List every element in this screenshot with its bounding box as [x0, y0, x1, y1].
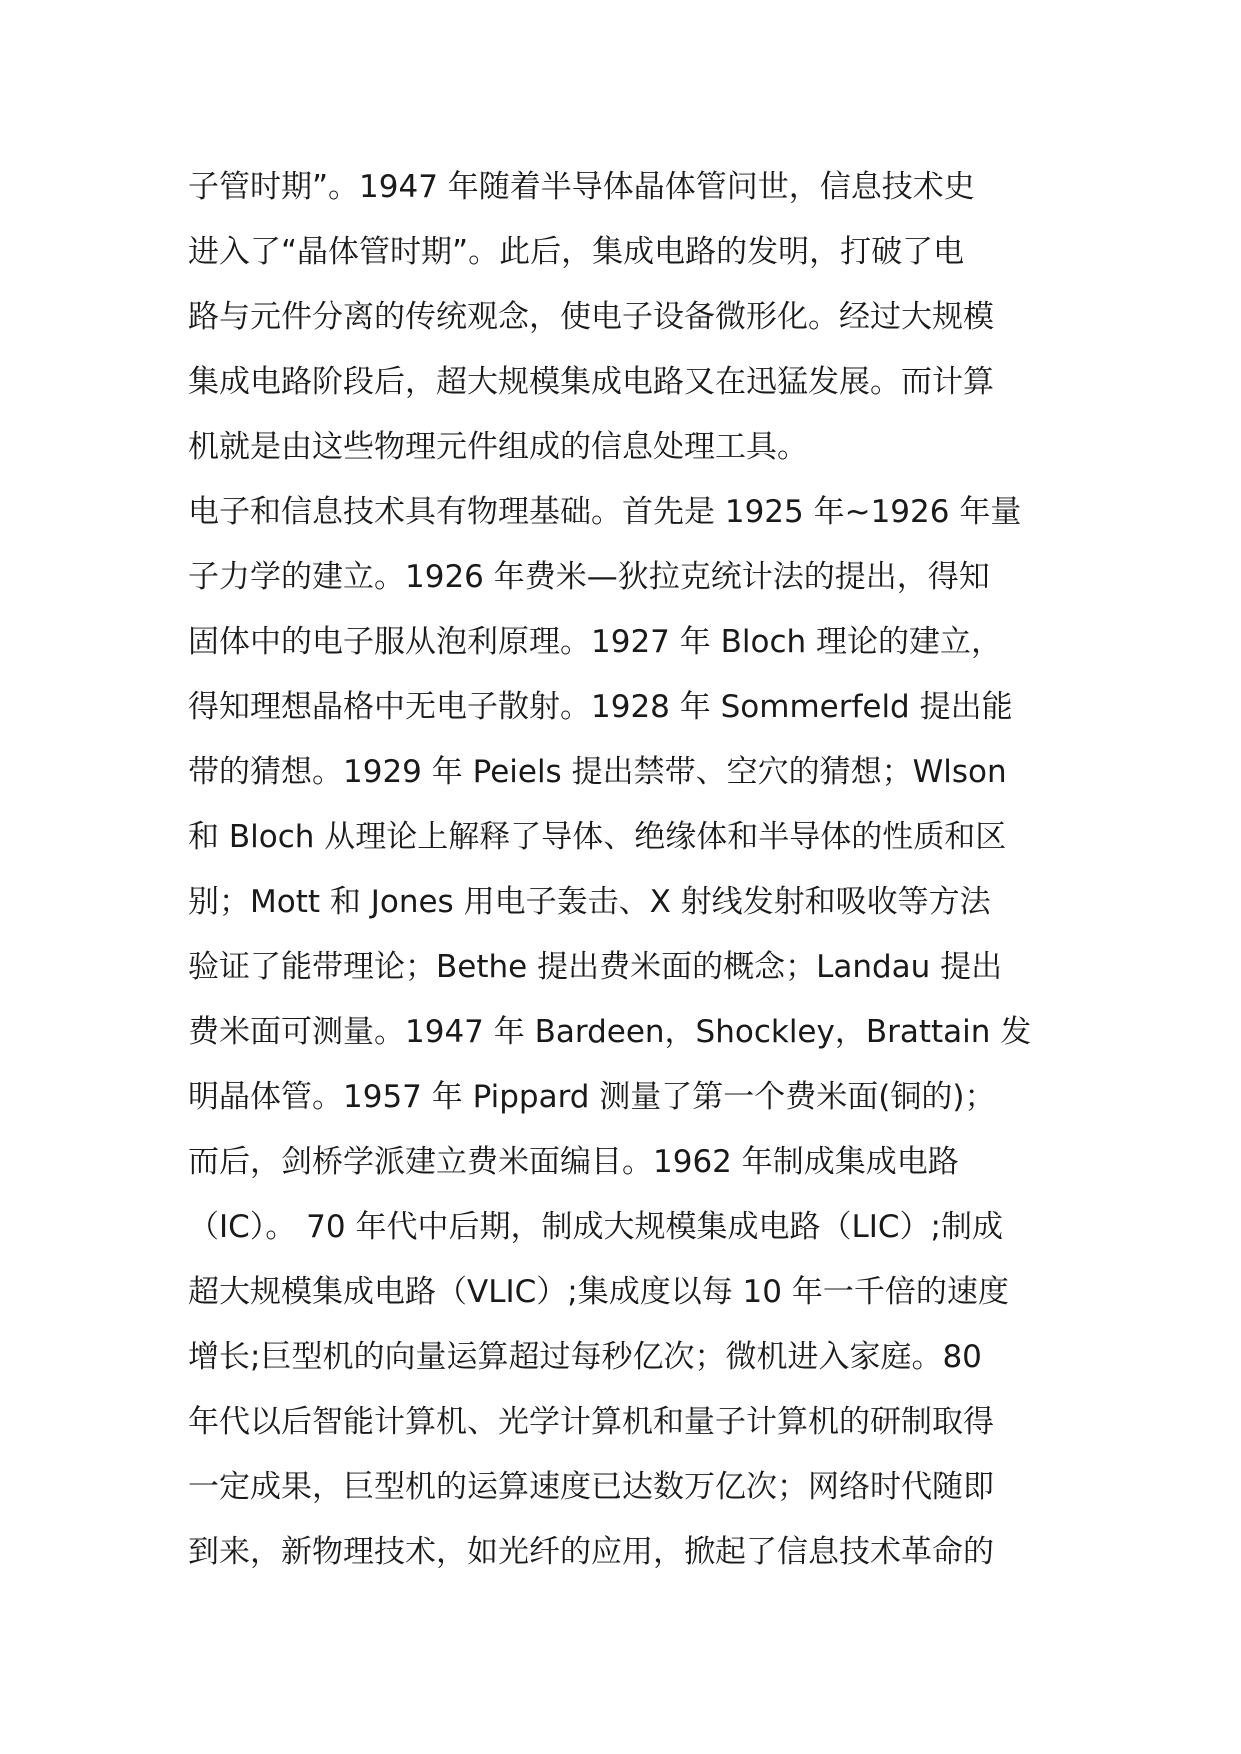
text-line: 明晶体管。1957 年 Pippard 测量了第一个费米面(铜的)； [188, 1079, 996, 1115]
text-line: 子力学的建立。1926 年费米—狄拉克统计法的提出，得知 [188, 559, 990, 595]
text-line: 固体中的电子服从泡利原理。1927 年 Bloch 理论的建立， [188, 624, 1002, 660]
text-line: （IC）。 70 年代中后期，制成大规模集成电路（LIC）;制成 [188, 1209, 1003, 1245]
text-line: 集成电路阶段后，超大规模集成电路又在迅猛发展。而计算 [188, 364, 994, 400]
text-line: 一定成果，巨型机的运算速度已达数万亿次；网络时代随即 [188, 1469, 994, 1505]
text-line: 验证了能带理论；Bethe 提出费米面的概念；Landau 提出 [188, 949, 1003, 985]
text-line: 带的猜想。1929 年 Peiels 提出禁带、空穴的猜想；Wlson [188, 754, 1007, 790]
text-line: 年代以后智能计算机、光学计算机和量子计算机的研制取得 [188, 1404, 994, 1440]
text-line: 得知理想晶格中无电子散射。1928 年 Sommerfeld 提出能 [188, 689, 1013, 725]
text-line: 子管时期”。1947 年随着半导体晶体管问世，信息技术史 [188, 169, 975, 205]
text-line: 费米面可测量。1947 年 Bardeen，Shockley，Brattain 发 [188, 1014, 1032, 1050]
text-line: 别；Mott 和 Jones 用电子轰击、X 射线发射和吸收等方法 [188, 884, 991, 920]
text-line: 超大规模集成电路（VLIC）;集成度以每 10 年一千倍的速度 [188, 1274, 1009, 1310]
text-line: 进入了“晶体管时期”。此后，集成电路的发明，打破了电 [188, 234, 965, 270]
body-text [188, 155, 1088, 1585]
text-line: 和 Bloch 从理论上解释了导体、绝缘体和半导体的性质和区 [188, 819, 1007, 855]
text-line: 而后，剑桥学派建立费米面编目。1962 年制成集成电路 [188, 1144, 959, 1180]
text-line: 路与元件分离的传统观念，使电子设备微形化。经过大规模 [188, 299, 994, 335]
text-line: 电子和信息技术具有物理基础。首先是 1925 年~1926 年量 [188, 494, 1022, 530]
text-line: 到来，新物理技术，如光纤的应用，掀起了信息技术革命的 [188, 1534, 994, 1570]
text-line: 增长;巨型机的向量运算超过每秒亿次；微机进入家庭。80 [188, 1339, 982, 1375]
text-line: 机就是由这些物理元件组成的信息处理工具。 [188, 429, 808, 465]
